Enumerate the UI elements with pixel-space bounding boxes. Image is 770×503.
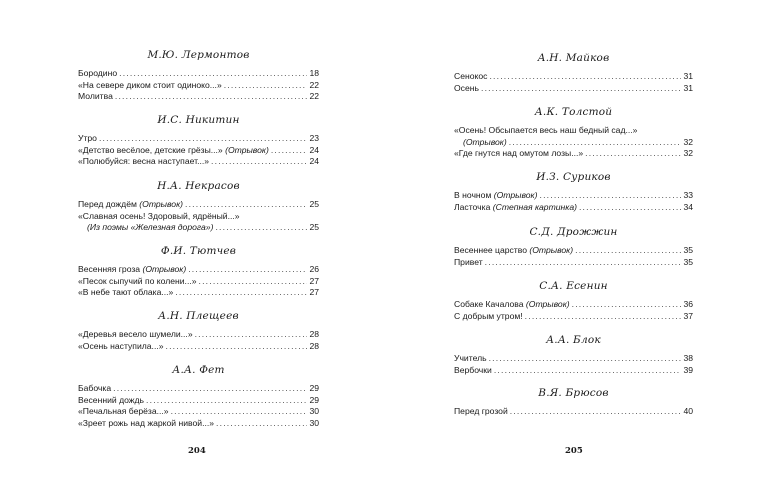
entry-note: (Отрывок) [463,136,507,147]
entry-page: 30 [309,417,319,428]
entry-note: (Отрывок) [529,245,574,255]
entry-page: 34 [683,201,693,212]
toc-entry[interactable] [78,199,319,211]
toc-entry[interactable] [78,395,319,407]
toc-entry[interactable] [78,287,319,299]
entry-title: Сенокос [454,71,488,81]
entry-title: «Где гнутся над омутом лозы...» [454,148,584,159]
entry-page: 39 [683,364,693,375]
entry-page: 27 [309,275,319,286]
entry-title: Перед дождём [78,199,137,209]
entry-page: 23 [309,133,319,143]
entry-page: 22 [309,91,319,102]
entry-title: Осень [454,82,479,93]
entry-page: 27 [309,287,319,298]
toc-section [78,179,319,234]
leader-dots [489,71,681,83]
entry-title: Собаке Качалова [454,299,524,309]
entry-page: 30 [309,406,319,417]
entry-note: (Степная картинка) [492,201,577,212]
leader-dots [99,133,307,145]
author-heading: А.А. Блок [546,334,601,346]
toc-entry[interactable] [78,68,319,80]
entry-page: 29 [309,383,319,393]
author-heading: А.Н. Майков [537,52,610,64]
entry-page: 24 [309,156,319,167]
entry-title: С добрым утром! [454,310,523,321]
author-heading: С.Д. Дрожжин [529,226,618,238]
entry-note: (Отрывок) [525,299,570,309]
author-heading: А.Н. Плещеев [158,310,239,322]
entry-page: 25 [309,222,319,233]
toc-entry-continuation[interactable] [454,137,693,149]
toc-section [454,105,693,160]
toc-entry[interactable] [454,202,693,214]
toc-entry[interactable] [78,276,319,288]
entry-page: 33 [683,190,693,200]
entry-page: 38 [683,353,693,363]
entry-title: «Печальная берёза...» [78,406,169,417]
entry-title: Бабочка [78,383,112,393]
entry-note: (Отрывок) [139,199,183,209]
leader-dots [171,406,308,418]
leader-dots [539,190,681,202]
author-heading: Ф.И. Тютчев [160,245,237,257]
leader-dots [166,341,308,353]
entry-title: Весенняя гроза [78,264,141,274]
page-number-right: 205 [565,446,583,456]
toc-entry[interactable] [454,353,693,365]
leader-dots [525,311,682,323]
leader-dots [271,145,308,157]
entry-page: 32 [683,148,693,159]
entry-page: 35 [683,256,693,267]
entry-title: Привет [454,256,483,267]
leader-dots [509,137,682,149]
toc-section [78,363,319,429]
entry-note: (Из поэмы «Железная дорога») [87,222,214,233]
leader-dots [146,395,307,407]
toc-section [454,170,693,213]
entry-page: 40 [683,406,693,416]
entry-title: «Детство весёлое, детские грёзы...» [78,144,223,155]
leader-dots [215,222,307,234]
toc-entry[interactable] [78,91,319,103]
toc-entry[interactable] [454,71,693,83]
author-heading: В.Я. Брюсов [538,387,609,399]
toc-entry[interactable] [78,418,319,430]
entry-title: Учитель [454,353,487,363]
author-heading: С.А. Есенин [539,280,608,292]
toc-section [78,309,319,352]
left-page [78,0,319,503]
entry-title: «Осень наступила...» [78,340,164,351]
leader-dots [216,418,307,430]
entry-page: 25 [309,199,319,209]
toc-section [454,225,693,268]
leader-dots [489,353,682,365]
entry-title: «Осень! Обсыпается весь наш бедный сад...» [454,125,638,135]
author-heading: И.С. Никитин [157,114,240,126]
entry-page: 37 [683,310,693,321]
toc-entry[interactable] [78,406,319,418]
toc-entry[interactable] [78,383,319,395]
toc-entry[interactable] [454,190,693,202]
leader-dots [494,365,682,377]
entry-title: «На севере диком стоит одиноко...» [78,79,222,90]
author-heading: А.А. Фет [172,364,225,376]
entry-title: Перед грозой [454,406,508,416]
author-heading: Н.А. Некрасов [157,180,240,192]
leader-dots [575,245,681,257]
toc-entry[interactable] [454,406,693,418]
entry-title: «Полюбуйся: весна наступает...» [78,156,210,167]
toc-entry-continuation[interactable] [78,222,319,234]
toc-section [454,51,693,94]
toc-entry[interactable] [78,329,319,341]
leader-dots [211,156,307,168]
toc-entry[interactable] [78,133,319,145]
entry-page: 24 [309,144,319,155]
leader-dots [199,276,308,288]
entry-title: Ласточка [454,201,491,212]
entry-page: 32 [683,136,693,147]
author-heading: М.Ю. Лермонтов [147,49,250,61]
toc-entry[interactable] [454,365,693,377]
entry-title: «Песок сыпучий по колени...» [78,275,197,286]
entry-page: 36 [683,299,693,309]
toc-entry[interactable] [454,299,693,311]
leader-dots [188,264,307,276]
entry-title: Весенний дождь [78,394,145,405]
page-number-left: 204 [188,446,206,456]
toc-entry[interactable] [78,156,319,168]
entry-note: (Отрывок) [493,190,538,200]
entry-title: «Славная осень! Здоровый, ядрёный...» [78,210,240,221]
entry-title: Молитва [78,91,113,102]
entry-title: «Зреет рожь над жаркой нивой...» [78,417,215,428]
entry-page: 18 [309,68,319,78]
entry-note: (Отрывок) [225,144,269,155]
entry-page: 29 [309,394,319,405]
leader-dots [485,257,682,269]
toc-section [78,113,319,168]
entry-page: 26 [309,264,319,274]
author-heading: И.З. Суриков [536,171,611,183]
toc-section [78,48,319,103]
entry-page: 31 [683,71,693,81]
entry-title: Утро [78,133,97,143]
toc-entry[interactable] [454,245,693,257]
entry-title: Вербочки [454,364,492,375]
toc-section [454,333,693,376]
toc-entry[interactable] [78,264,319,276]
leader-dots [119,68,307,80]
leader-dots [115,91,308,103]
entry-title: Бородино [78,68,118,78]
toc-entry[interactable] [78,145,319,157]
toc-entry[interactable] [454,83,693,95]
entry-page: 31 [683,82,693,93]
toc-entry[interactable] [78,80,319,92]
leader-dots [579,202,681,214]
entry-page: 28 [309,329,319,339]
toc-entry[interactable] [454,257,693,269]
leader-dots [195,329,308,341]
right-page [454,0,693,503]
leader-dots [481,83,681,95]
author-heading: А.К. Толстой [534,106,613,118]
entry-title: «В небе тают облака...» [78,287,174,298]
entry-page: 22 [309,79,319,90]
toc-entry[interactable] [78,211,319,223]
leader-dots [585,148,681,160]
entry-title: «Деревья весело шумели...» [78,329,193,339]
leader-dots [113,383,307,395]
leader-dots [175,287,307,299]
toc-entry[interactable] [78,341,319,353]
entry-note: (Отрывок) [142,264,187,274]
entry-title: В ночном [454,190,492,200]
entry-page: 28 [309,340,319,351]
toc-entry[interactable] [454,148,693,160]
toc-section [454,279,693,322]
toc-entry[interactable] [454,311,693,323]
toc-section [78,244,319,299]
entry-page: 35 [683,245,693,255]
toc-entry[interactable] [454,125,693,137]
leader-dots [185,199,307,211]
leader-dots [224,80,308,92]
leader-dots [510,406,682,418]
entry-title: Весеннее царство [454,245,527,255]
leader-dots [572,299,682,311]
toc-section [454,386,693,418]
